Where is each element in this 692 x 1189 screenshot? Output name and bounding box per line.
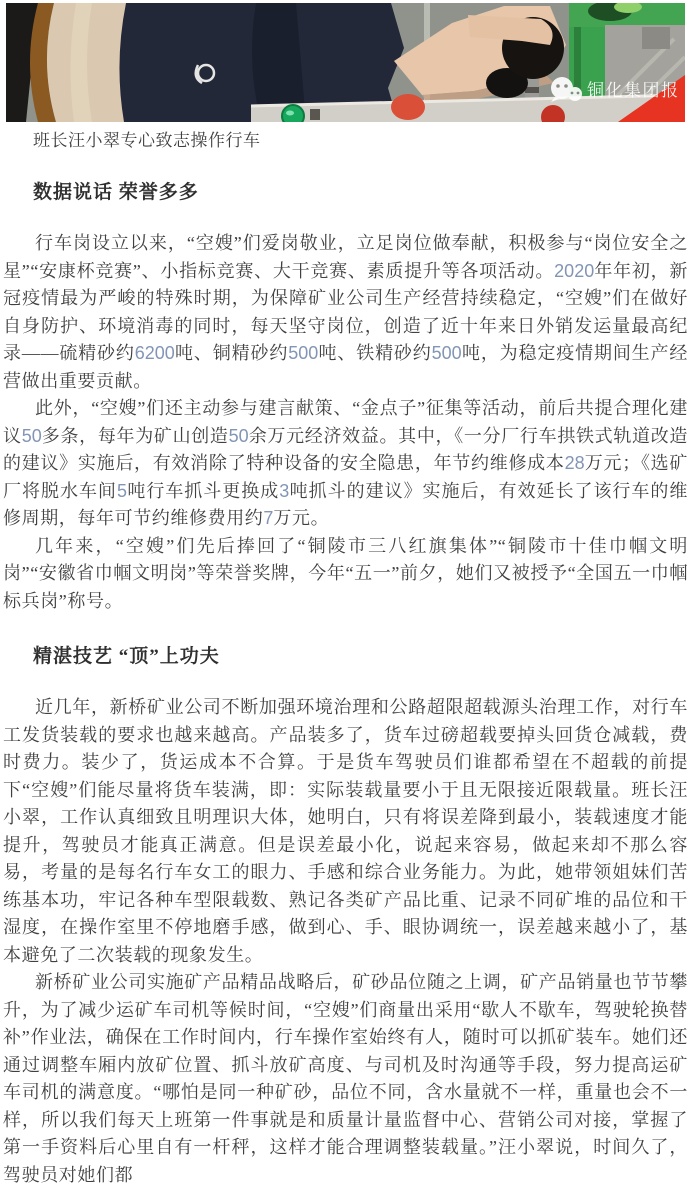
section-heading-1: 数据说话 荣誉多多 xyxy=(33,182,199,203)
section-2-body xyxy=(3,694,688,1189)
paragraph: 此外，“空嫂”们还主动参与建言献策、“金点子”征集等活动，前后共提合理化建议50多条，每年为矿山创造50余万元经济效益。其中，《一分厂行车拱铁式轨道改造的建议》实施后，有效消除了特种设备的安全隐患，年节约维修成本28万元；《选矿厂将脱水车间5吨行车抓斗更换成3吨抓斗的建议》实施后，有效延长了该行车的维修周期，每年可节约维修费用约7万元。 xyxy=(3,398,689,528)
section-heading-2: 精湛技艺 “顶”上功夫 xyxy=(33,646,220,667)
panel-switch xyxy=(310,109,320,120)
paragraph: 新桥矿业公司实施矿产品精品战略后，矿砂品位随之上调，矿产品销量也节节攀升，为了减少运矿车司机等候时间，“空嫂”们商量出采用“歇人不歇车，驾驶轮换替补”作业法，确保在工作时间内，行车操作室始终有人，随时可以抓矿装车。她们还通过调整车厢内放矿位置、抓斗放矿高度、与司机及时沟通等手段，努力提高运矿车司机的满意度。“哪怕是同一种矿砂，品位不同，含水量就不一样，重量也会不一样，所以我们每天上班第一件事就是和质量计量监督中心、营销公司对接，掌握了第一手资料后心里自有一杆秤，这样才能合理调整装载量。”汪小翠说，时间久了，驾驶员对她们都 xyxy=(3,972,688,1185)
red-button-large xyxy=(391,94,425,120)
photo-caption: 班长汪小翠专心致志操作行车 xyxy=(33,131,261,150)
section-1-body xyxy=(3,230,688,615)
paragraph: 几年来，“空嫂”们先后捧回了“铜陵市三八红旗集体”“铜陵市十佳巾帼文明岗”“安徽省巾帼文明岗”等荣誉奖牌，今年“五一”前夕，她们又被授予“全国五一巾帼标兵岗”称号。 xyxy=(3,535,688,611)
concrete-patch xyxy=(642,27,670,49)
paragraph: 近几年，新桥矿业公司不断加强环境治理和公路超限超载源头治理工作，对行车工发货装载的要求也越来越高。产品装多了，货车过磅超载要掉头回货仓减载，费时费力。装少了，货运成本不合算。于是货车驾驶员们谁都希望在不超载的前提下“空嫂”们能尽量将货车装满，即：实际装载量要小于且无限接近限载量。班长汪小翠，工作认真细致且明理识大体，她明白，只有将误差降到最小，装载速度才能提升，驾驶员才能真正满意。但是误差最小化，说起来容易，做起来却不那么容易，考量的是每名行车女工的眼力、手感和综合业务能力。为此，她带领姐妹们苦练基本功，牢记各种车型限载数、熟记各类矿产品比重、记录不同矿堆的品位和干湿度，在操作室里不停地磨手感，做到心、手、眼协调统一，误差越来越小了，基本避免了二次装载的现象发生。 xyxy=(3,697,688,965)
article-photo xyxy=(6,3,685,122)
paragraph: 行车岗设立以来，“空嫂”们爱岗敬业，立足岗位做奉献，积极参与“岗位安全之星”“安康杯竞赛”、小指标竞赛、大干竞赛、素质提升等各项活动。2020年年初，新冠疫情最为严峻的特殊时期，为保障矿业公司生产经营持续稳定，“空嫂”们在做好自身防护、环境消毒的同时，每天坚守岗位，创造了近十年来日外销发运量最高纪录——硫精砂约6200吨、铜精砂约500吨、铁精砂约500吨，为稳定疫情期间生产经营做出重要贡献。 xyxy=(3,233,688,391)
green-button-highlight xyxy=(286,111,294,116)
lever-shaft-band xyxy=(525,87,539,93)
watermark-text: 铜化集团报 xyxy=(587,81,680,100)
